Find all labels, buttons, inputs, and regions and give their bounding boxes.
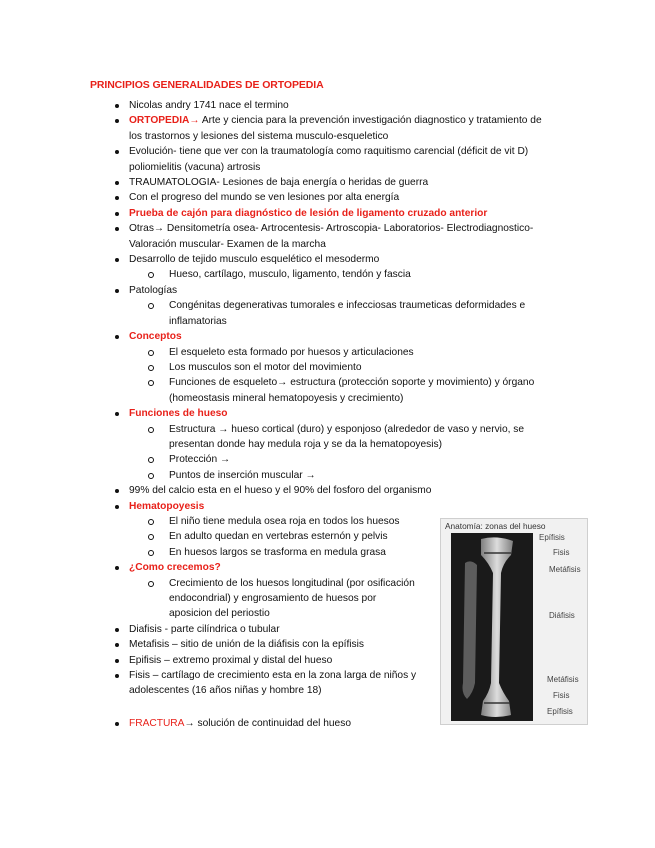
list-item-continuation: adolescentes (16 años niñas y hombre 18) [129, 685, 322, 697]
sub-list-item-continuation: inflamatorias [169, 315, 227, 327]
list-item: Hematopoyesis [0, 499, 655, 514]
list-item: Metafisis – sitio de unión de la diáfisis con la epífisis [0, 637, 655, 652]
circle-bullet-icon [148, 550, 154, 556]
bullet-icon [115, 335, 119, 339]
sub-list-item: Protección → [0, 452, 655, 467]
sub-list-item: Crecimiento de los huesos longitudinal (por osificación [0, 576, 655, 591]
bullet-icon [115, 119, 119, 123]
list-item-continuation: Valoración muscular- Examen de la marcha [129, 238, 326, 250]
label-metafisis-top: Metáfisis [549, 565, 581, 574]
list-item: Evolución- tiene que ver con la traumatología como raquitismo carencial (déficit de vit D) [0, 144, 655, 159]
sub-list-item-continuation: aposicion del periostio [169, 608, 270, 620]
bullet-icon [115, 227, 119, 231]
bone-zones-figure [440, 518, 588, 725]
bullet-icon [115, 566, 119, 570]
figure-title: Anatomía: zonas del hueso [445, 521, 546, 531]
label-epifisis-bottom: Epífisis [547, 707, 573, 716]
list-item: Desarrollo de tejido musculo esquelético el mesodermo [0, 252, 655, 267]
circle-bullet-icon [148, 473, 154, 479]
bullet-icon [115, 412, 119, 416]
list-item: Diafisis - parte cilíndrica o tubular [0, 622, 655, 637]
bullet-icon [115, 489, 119, 493]
circle-bullet-icon [148, 519, 154, 525]
label-epifisis-top: Epífisis [539, 533, 565, 542]
bullet-icon [115, 258, 119, 262]
bullet-icon [115, 181, 119, 185]
bullet-icon [115, 722, 119, 726]
bullet-icon [115, 196, 119, 200]
sub-list-item: Los musculos son el motor del movimiento [0, 360, 655, 375]
bullet-icon [115, 104, 119, 108]
bullet-icon [115, 659, 119, 663]
label-fisis-bottom: Fisis [553, 691, 570, 700]
list-item: TRAUMATOLOGIA- Lesiones de baja energía o heridas de guerra [0, 175, 655, 190]
circle-bullet-icon [148, 272, 154, 278]
list-item: Con el progreso del mundo se ven lesiones por alta energía [0, 190, 655, 205]
list-item: Epifisis – extremo proximal y distal del hueso [0, 653, 655, 668]
sub-list-item: El esqueleto esta formado por huesos y articulaciones [0, 345, 655, 360]
sub-list-item: Hueso, cartílago, musculo, ligamento, tendón y fascia [0, 267, 655, 282]
document-title: PRINCIPIOS GENERALIDADES DE ORTOPEDIA [90, 79, 324, 91]
label-fisis-top: Fisis [553, 548, 570, 557]
list-item-continuation: poliomielitis (vacuna) artrosis [129, 161, 261, 173]
bullet-icon [115, 628, 119, 632]
sub-list-item-continuation: endocondrial) y engrosamiento de huesos por [169, 593, 377, 604]
circle-bullet-icon [148, 581, 154, 587]
sub-list-item: Puntos de inserción muscular → [0, 468, 655, 483]
sub-list-item: En adulto quedan en vertebras esternón y pelvis [0, 529, 655, 544]
circle-bullet-icon [148, 350, 154, 356]
sub-list-item: Estructura → hueso cortical (duro) y esponjoso (alrededor de vaso y nervio, se [0, 422, 655, 437]
list-item: FRACTURA→ solución de continuidad del hueso [0, 716, 655, 731]
list-item: Fisis – cartílago de crecimiento esta en la zona larga de niños y [0, 668, 655, 683]
bullet-icon [115, 505, 119, 509]
label-metafisis-bottom: Metáfisis [547, 675, 579, 684]
sub-list-item-continuation: presentan donde hay medula roja y se da la hematopoyesis) [169, 438, 442, 450]
bullet-icon [115, 674, 119, 678]
list-item: Nicolas andry 1741 nace el termino [0, 98, 655, 113]
sub-list-item-continuation: (homeostasis mineral hematopoyesis y crecimiento) [169, 392, 404, 404]
bullet-icon [115, 289, 119, 293]
xray-image [451, 533, 533, 721]
label-diafisis: Diáfisis [549, 611, 575, 620]
sub-list-item: Funciones de esqueleto→ estructura (protección soporte y movimiento) y órgano [0, 375, 655, 390]
list-item: ORTOPEDIA→ Arte y ciencia para la prevención investigación diagnostico y tratamiento de [0, 113, 655, 128]
circle-bullet-icon [148, 380, 154, 386]
sub-list-item: En huesos largos se trasforma en medula grasa [0, 545, 655, 560]
circle-bullet-icon [148, 365, 154, 371]
circle-bullet-icon [148, 457, 154, 463]
circle-bullet-icon [148, 303, 154, 309]
sub-list-item: El niño tiene medula osea roja en todos los huesos [0, 514, 655, 529]
circle-bullet-icon [148, 427, 154, 433]
list-item: Funciones de hueso [0, 406, 655, 421]
sub-list-item: Congénitas degenerativas tumorales e infecciosas traumeticas deformidades e [0, 298, 655, 313]
list-item: Conceptos [0, 329, 655, 344]
bullet-icon [115, 643, 119, 647]
list-item: Otras→ Densitometría osea- Artrocentesis- Artroscopia- Laboratorios- Electrodiagnostico- [0, 221, 655, 236]
list-item: Patologías [0, 283, 655, 298]
list-item: 99% del calcio esta en el hueso y el 90% del fosforo del organismo [0, 483, 655, 498]
list-item: ¿Como crecemos? [0, 560, 655, 575]
list-item-continuation: los trastornos y lesiones del sistema musculo-esqueletico [129, 130, 389, 142]
circle-bullet-icon [148, 534, 154, 540]
bullet-icon [115, 150, 119, 154]
bullet-icon [115, 212, 119, 216]
list-item: Prueba de cajón para diagnóstico de lesión de ligamento cruzado anterior [0, 206, 655, 221]
